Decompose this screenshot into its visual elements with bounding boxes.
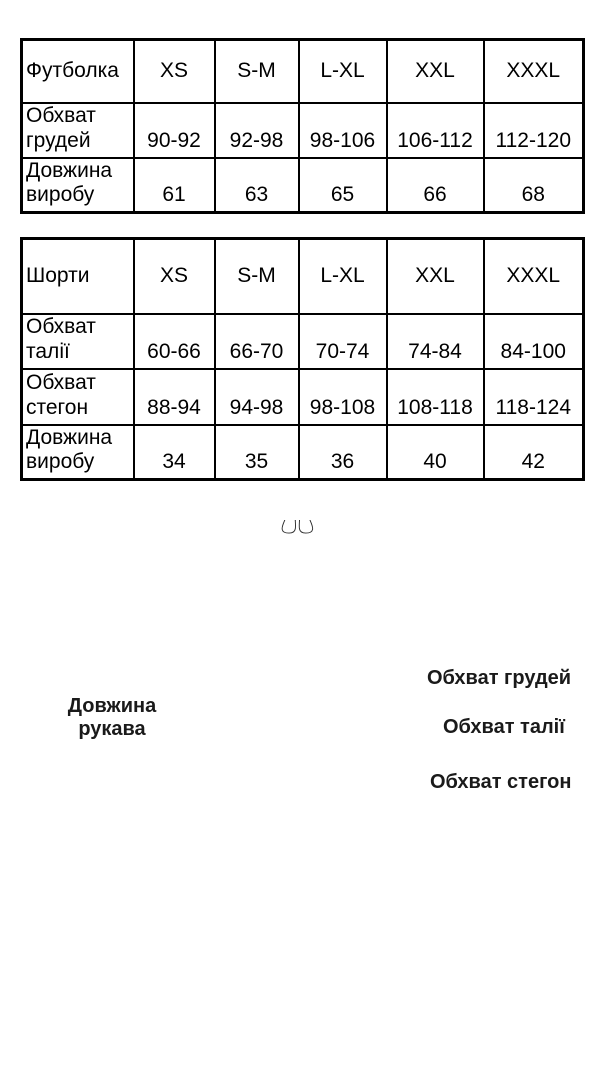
size-header-cell: XXL [387, 40, 484, 103]
measure-value-cell: 63 [215, 158, 299, 213]
size-header-cell: XXL [387, 239, 484, 314]
size-header-cell: XS [134, 40, 215, 103]
measure-value-cell: 90-92 [134, 103, 215, 158]
measure-value-cell: 108-118 [387, 369, 484, 425]
table-row [22, 369, 584, 425]
table-title-cell: Шорти [22, 239, 134, 314]
label-chest-girth: Обхват грудей [427, 667, 572, 689]
measure-value-cell: 98-106 [299, 103, 387, 158]
label-hips-girth: Обхват стегон [430, 771, 572, 793]
size-header-cell: S-M [215, 40, 299, 103]
size-header-cell: S-M [215, 239, 299, 314]
measure-value-cell: 94-98 [215, 369, 299, 425]
table-row [22, 40, 584, 103]
measure-value-cell: 118-124 [484, 369, 584, 425]
table-row [22, 425, 584, 480]
body-figure-drawing [0, 520, 600, 1091]
measure-label-cell: Обхват стегон [22, 369, 134, 425]
table-row [22, 314, 584, 369]
size-header-cell: XXXL [484, 40, 584, 103]
measure-value-cell: 70-74 [299, 314, 387, 369]
measure-value-cell: 74-84 [387, 314, 484, 369]
leg-left-outer [273, 520, 296, 533]
label-waist-girth: Обхват талії [443, 716, 565, 738]
measure-value-cell: 66-70 [215, 314, 299, 369]
measure-value-cell: 60-66 [134, 314, 215, 369]
table-row [22, 103, 584, 158]
measurement-diagram [0, 520, 600, 1091]
measure-value-cell: 40 [387, 425, 484, 480]
leg-right-outer [299, 520, 322, 533]
measure-value-cell: 36 [299, 425, 387, 480]
measure-value-cell: 88-94 [134, 369, 215, 425]
measure-label-cell: Довжина виробу [22, 158, 134, 213]
size-header-cell: L-XL [299, 239, 387, 314]
measure-value-cell: 34 [134, 425, 215, 480]
measure-value-cell: 106-112 [387, 103, 484, 158]
measure-value-cell: 98-108 [299, 369, 387, 425]
size-header-cell: L-XL [299, 40, 387, 103]
table-title-cell: Футболка [22, 40, 134, 103]
measure-value-cell: 66 [387, 158, 484, 213]
measure-label-cell: Довжина виробу [22, 425, 134, 480]
size-header-cell: XS [134, 239, 215, 314]
table-row [22, 239, 584, 314]
table-row [22, 158, 584, 213]
size-header-cell: XXXL [484, 239, 584, 314]
size-table-tshirt [20, 38, 585, 214]
measure-label-cell: Обхват грудей [22, 103, 134, 158]
woman-outline [263, 520, 332, 533]
measure-value-cell: 61 [134, 158, 215, 213]
measure-value-cell: 35 [215, 425, 299, 480]
measure-value-cell: 112-120 [484, 103, 584, 158]
size-table-shorts [20, 237, 585, 481]
measure-label-cell: Обхват талії [22, 314, 134, 369]
measure-value-cell: 92-98 [215, 103, 299, 158]
measure-value-cell: 42 [484, 425, 584, 480]
measure-value-cell: 65 [299, 158, 387, 213]
measure-value-cell: 84-100 [484, 314, 584, 369]
label-sleeve-length: Довжина рукава [67, 695, 157, 740]
measure-value-cell: 68 [484, 158, 584, 213]
